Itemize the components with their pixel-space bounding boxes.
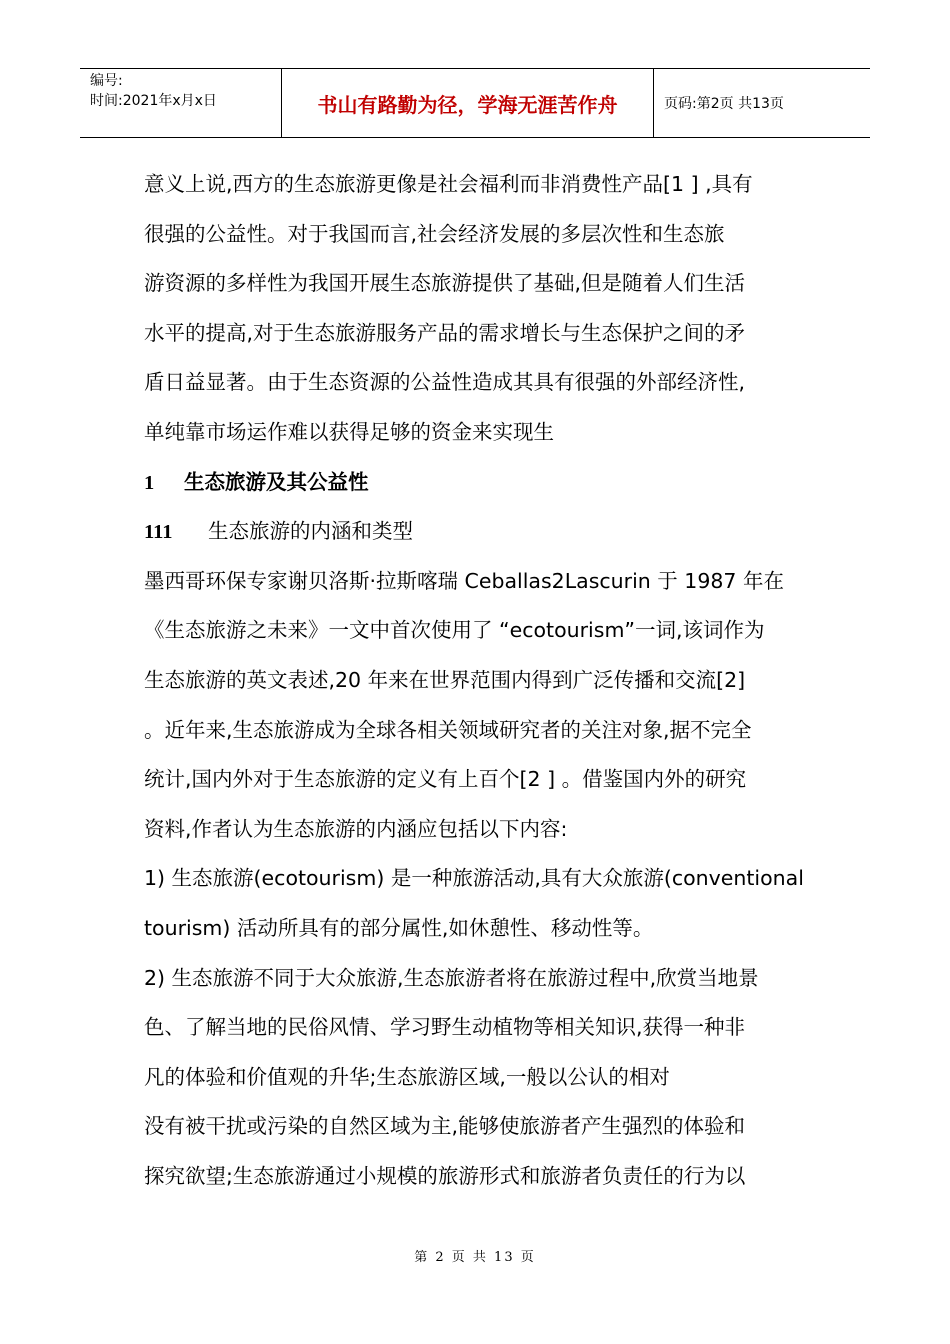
- paragraph-line: 单纯靠市场运作难以获得足够的资金来实现生: [144, 419, 554, 444]
- subsection-title: 生态旅游的内涵和类型: [208, 519, 413, 544]
- paragraph-line: 游资源的多样性为我国开展生态旅游提供了基础,但是随着人们生活: [144, 271, 746, 296]
- paragraph-line: 。近年来,生态旅游成为全球各相关领域研究者的关注对象,据不完全: [144, 717, 752, 742]
- paragraph-line: 意义上说,西方的生态旅游更像是社会福利而非消费性产品[1 ] ,具有: [144, 172, 753, 196]
- paragraph-line: 水平的提高,对于生态旅游服务产品的需求增长与生态保护之间的矛: [144, 320, 746, 345]
- subsection-heading: [144, 507, 810, 557]
- list-item-line: 2) 生态旅游不同于大众旅游,生态旅游者将在旅游过程中,欣赏当地景: [144, 965, 759, 990]
- document-body: [144, 160, 810, 1201]
- section-title: 生态旅游及其公益性: [184, 469, 369, 494]
- paragraph-line: 盾日益显著。由于生态资源的公益性造成其具有很强的外部经济性,: [144, 370, 746, 395]
- section-number: 1: [144, 471, 155, 494]
- header-motto: 书山有路勤为径，学海无涯苦作舟: [282, 69, 654, 137]
- paragraph-line: 没有被干扰或污染的自然区域为主,能够使旅游者产生强烈的体验和: [144, 1114, 746, 1139]
- list-item-line: 色、了解当地的民俗风情、学习野生动植物等相关知识,获得一种非: [144, 1015, 746, 1040]
- header-meta: [80, 69, 282, 137]
- list-item-line: tourism) 活动所具有的部分属性,如休憩性、移动性等。: [144, 915, 654, 940]
- section-heading: [144, 458, 810, 508]
- paragraph-line: 墨西哥环保专家谢贝洛斯·拉斯喀瑞 Ceballas2Lascurin 于 1987 年在: [144, 568, 784, 593]
- page-footer: 第 2 页 共 13 页: [414, 1250, 536, 1265]
- page-header: [80, 68, 870, 138]
- subsection-number: 111: [144, 521, 173, 544]
- paragraph-line: 资料,作者认为生态旅游的内涵应包括以下内容:: [144, 816, 568, 841]
- paragraph-line: 探究欲望;生态旅游通过小规模的旅游形式和旅游者负责任的行为以: [144, 1163, 746, 1188]
- header-page-number: 页码:第2页 共13页: [664, 96, 784, 112]
- paragraph-line: 生态旅游的英文表述,20 年来在世界范围内得到广泛传播和交流[2]: [144, 667, 746, 692]
- list-item-line: 1) 生态旅游(ecotourism) 是一种旅游活动,具有大众旅游(conventional: [144, 866, 804, 891]
- paragraph-line: 《生态旅游之未来》一文中首次使用了 “ecotourism”一词,该词作为: [144, 618, 765, 643]
- paragraph-line: 很强的公益性。对于我国而言,社会经济发展的多层次性和生态旅: [144, 221, 725, 246]
- list-item-line: 凡的体验和价值观的升华;生态旅游区域,一般以公认的相对: [144, 1064, 670, 1089]
- doc-time: 时间:2021年x月x日: [90, 93, 217, 109]
- paragraph-line: 统计,国内外对于生态旅游的定义有上百个[2 ] 。借鉴国内外的研究: [144, 767, 747, 792]
- doc-number: 编号:: [90, 73, 123, 89]
